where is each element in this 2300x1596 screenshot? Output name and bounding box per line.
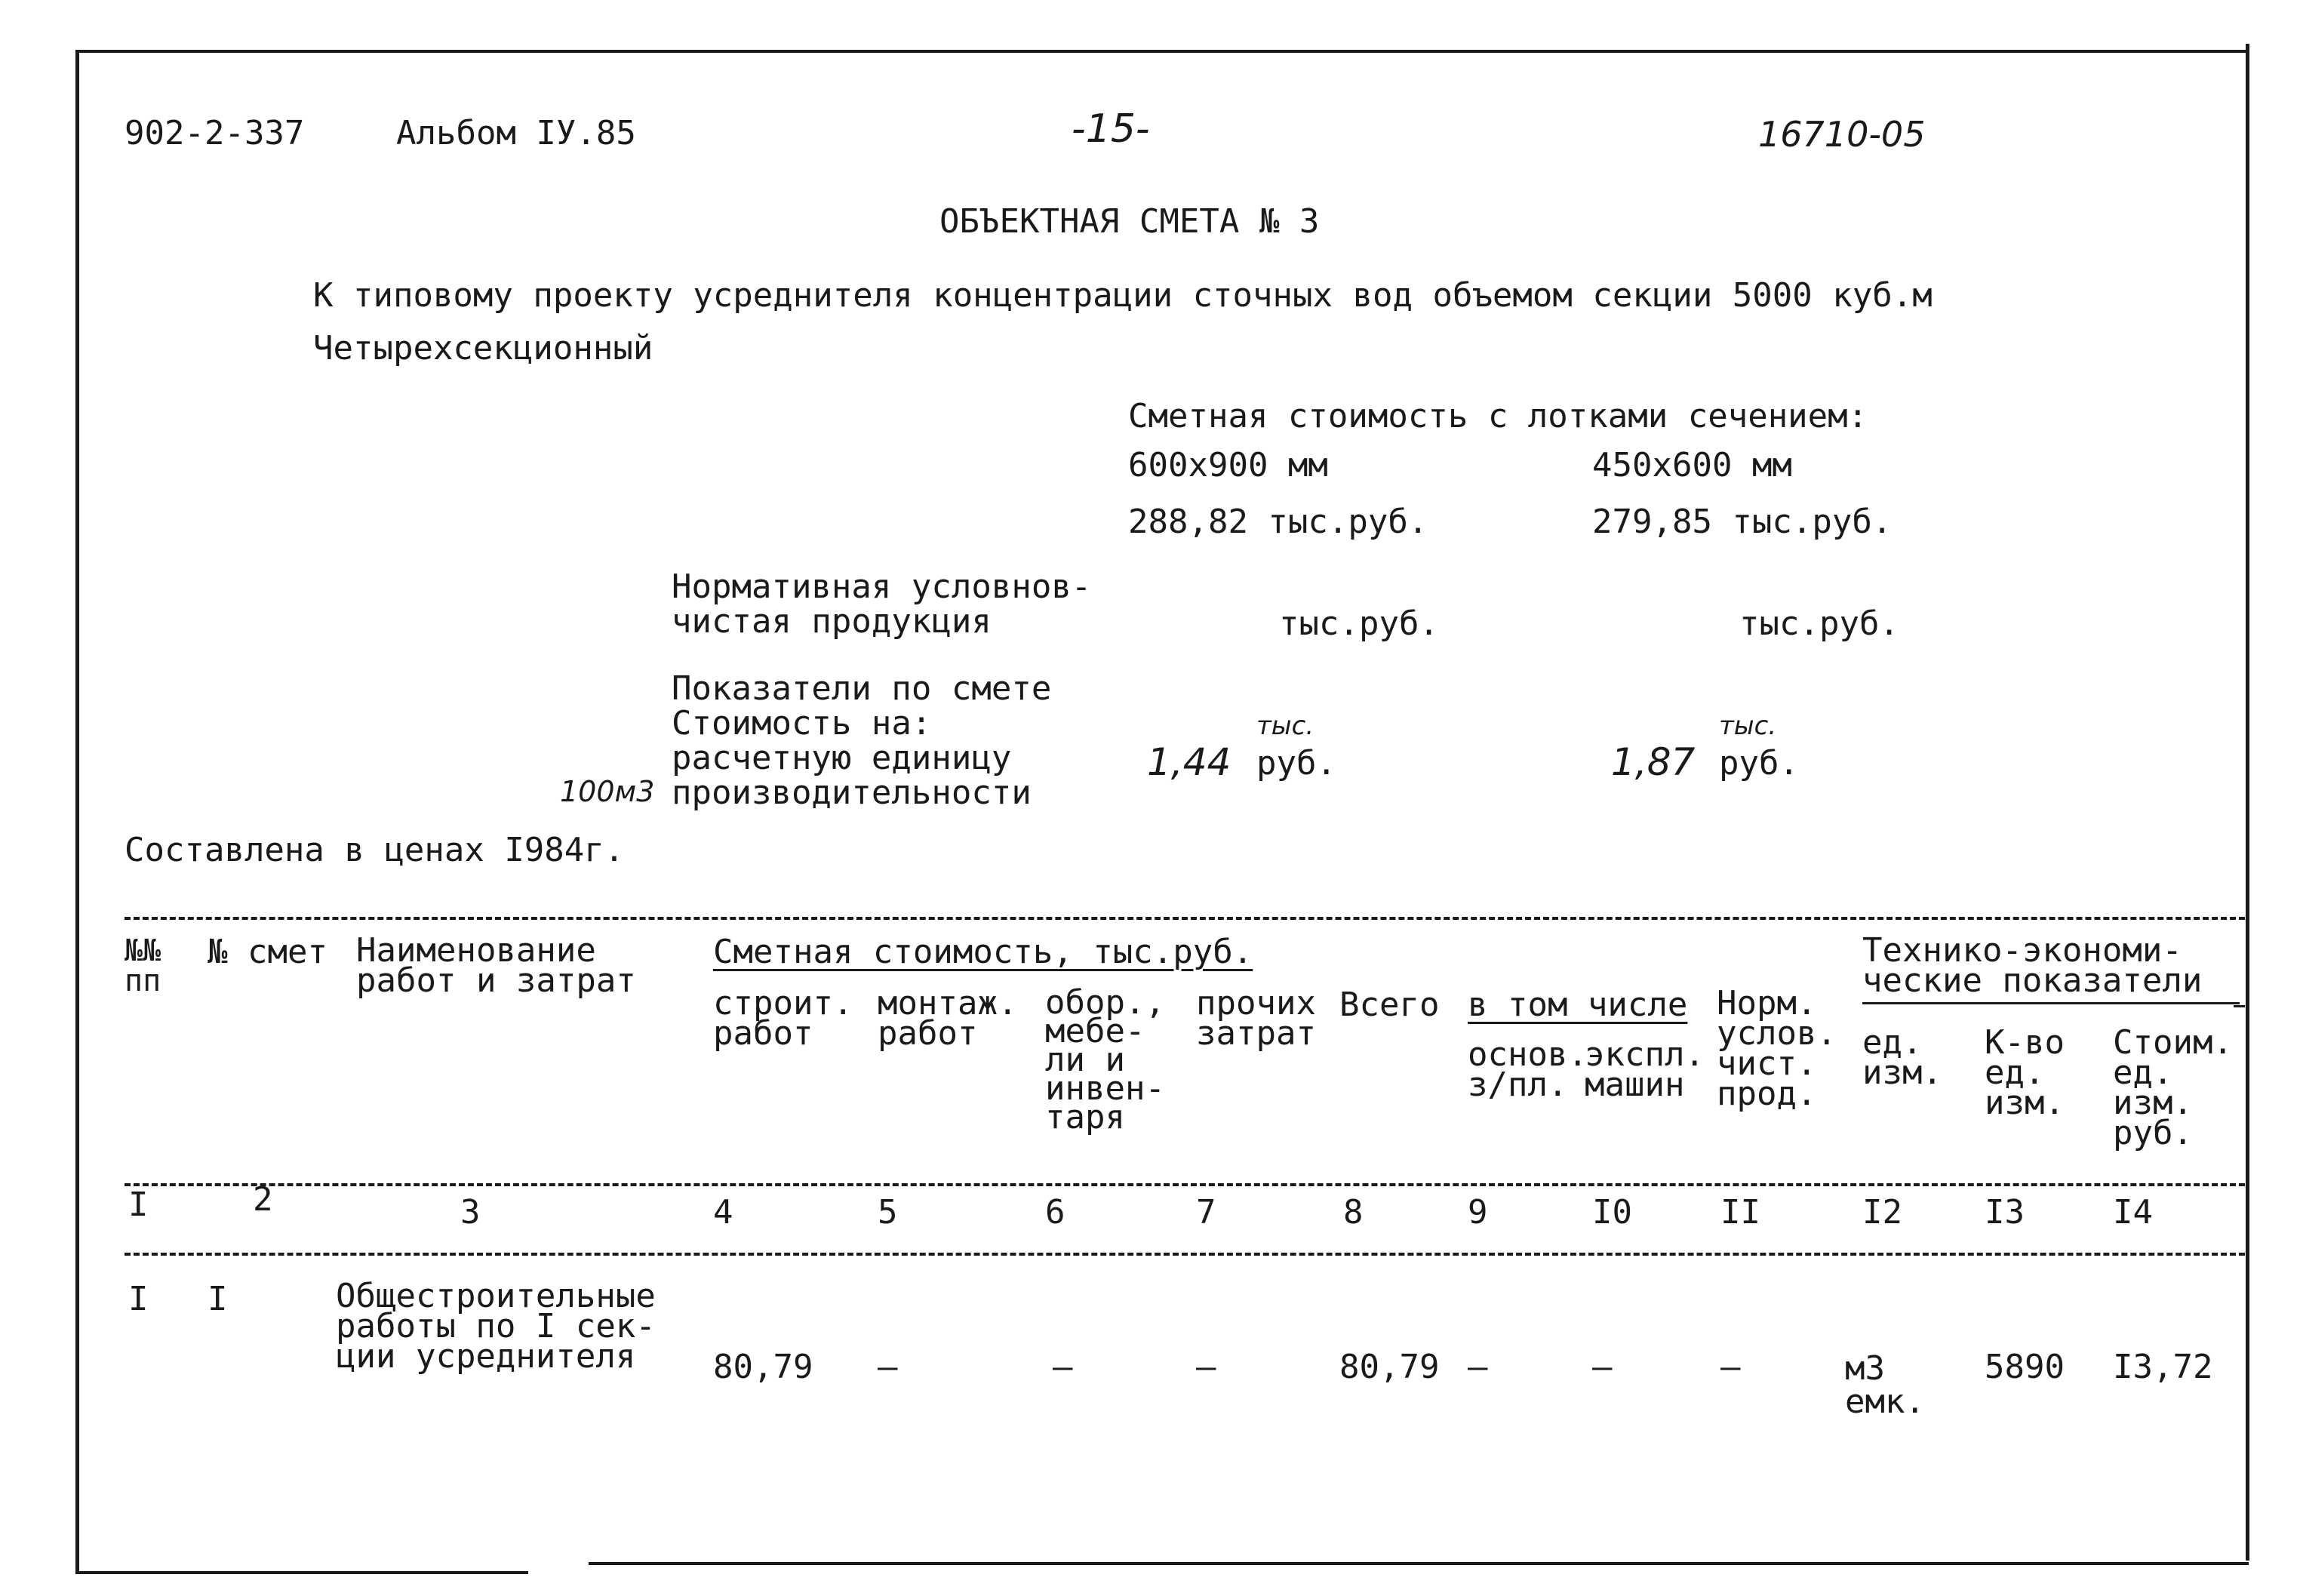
header-col-14: Стоим. ед. изм. руб. (2113, 1023, 2233, 1152)
indicators-unit-note: 100м3 (560, 775, 655, 808)
cost-value-a: 288,82 тыс.руб. (1128, 503, 1428, 541)
row-unit: м3 емк. (1845, 1349, 1925, 1421)
header-col-10: экспл. машин (1585, 1035, 1705, 1104)
col-number: 4 (713, 1193, 733, 1232)
cost-size-b: 450x600 мм (1592, 446, 1792, 484)
header-col-8: Всего (1339, 986, 1440, 1024)
header-col-5: монтаж. работ (878, 984, 1018, 1053)
row-name: Общестроительные работы по I сек- ции усреднителя (336, 1277, 656, 1376)
table-top-rule (125, 917, 2245, 920)
col-number: 2 (253, 1180, 273, 1219)
row-build: 80,79 (713, 1348, 813, 1386)
col-number: I2 (1862, 1193, 1902, 1232)
col-number: 7 (1196, 1193, 1216, 1232)
row-other: – (1196, 1348, 1216, 1386)
header-col-13: К-во ед. изм. (1985, 1023, 2065, 1122)
header-group-incl: в том числе (1468, 986, 1688, 1024)
header-col-4: строит. работ (713, 984, 853, 1053)
frame-bottom-right (589, 1562, 2249, 1565)
col-number: II (1720, 1193, 1760, 1232)
indicator-value-a: 1,44 (1147, 740, 1231, 784)
indicator-hand-unit-b: тыс. (1719, 711, 1777, 741)
table-header-rule (125, 1183, 2245, 1186)
project-code: 902-2-337 (125, 114, 305, 152)
frame-top (75, 50, 2249, 53)
row-norm: – (1720, 1348, 1741, 1386)
norm-unit-b: тыс.руб. (1739, 604, 1899, 643)
row-qty: 5890 (1985, 1348, 2065, 1386)
page-title: ОБЪЕКТНАЯ СМЕТА № 3 (939, 202, 1320, 241)
prices-note: Составлена в ценах I984г. (125, 831, 625, 869)
indicator-unit-b: руб. (1719, 744, 1799, 783)
document-number: 16710-05 (1758, 114, 1926, 155)
indicators-label: Показатели по смете Стоимость на: расчетную единицу производительности (672, 669, 1052, 812)
col-number: I3 (1985, 1193, 2025, 1232)
indicator-unit-a: руб. (1256, 744, 1336, 783)
tech-group-rule-ext (2234, 1005, 2245, 1007)
page-number: -15- (1072, 106, 1150, 152)
header-col-6: обор., мебе- ли и инвен- таря (1045, 983, 1165, 1136)
row-total: 80,79 (1339, 1348, 1440, 1386)
cost-size-a: 600x900 мм (1128, 446, 1328, 484)
norm-unit-a: тыс.руб. (1279, 604, 1439, 643)
subtitle-line2: Четырехсекционный (313, 329, 653, 367)
header-group-tech: Технико-экономи- ческие показатели (1862, 931, 2203, 1000)
col-number: I4 (2113, 1193, 2153, 1232)
header-col-12: ед. изм. (1862, 1023, 1942, 1092)
frame-right (2246, 44, 2249, 1561)
col-number: 3 (460, 1193, 481, 1232)
frame-bottom-left (75, 1571, 528, 1574)
header-col-3: Наименование работ и затрат (356, 931, 636, 1000)
subtitle-line1: К типовому проекту усреднителя концентрации сточных вод объемом секции 5000 куб.м (313, 276, 1933, 315)
row-unit-cost: I3,72 (2113, 1348, 2213, 1386)
row-salary: – (1468, 1348, 1488, 1386)
header-col-11: Норм. услов. чист. прод. (1717, 984, 1837, 1113)
row-mount: – (878, 1348, 898, 1386)
norm-label: Нормативная условнов- чистая продукция (672, 567, 1092, 641)
cost-value-b: 279,85 тыс.руб. (1592, 503, 1893, 541)
row-estimate: I (208, 1280, 228, 1318)
row-equip: – (1053, 1348, 1073, 1386)
tech-group-rule (1862, 1002, 2240, 1004)
row-num: I (128, 1280, 149, 1318)
col-number: 8 (1343, 1193, 1364, 1232)
header-col-7: прочих затрат (1196, 984, 1316, 1053)
cost-label: Сметная стоимость с лотками сечением: (1128, 397, 1868, 435)
album-label: Альбом IУ.85 (396, 114, 636, 152)
col-number: 9 (1468, 1193, 1488, 1232)
indicator-hand-unit-a: тыс. (1256, 711, 1315, 741)
header-group-cost: Сметная стоимость, тыс.руб. (713, 933, 1253, 971)
col-number: I (128, 1185, 149, 1224)
row-machines: – (1592, 1348, 1613, 1386)
col-number: I0 (1592, 1193, 1632, 1232)
frame-left (75, 50, 79, 1574)
indicator-value-b: 1,87 (1611, 740, 1696, 784)
header-col-1: №№ пп (125, 933, 161, 998)
header-col-9: основ. з/пл. (1468, 1035, 1588, 1104)
header-col-2: № смет (208, 933, 327, 971)
col-number: 5 (878, 1193, 898, 1232)
table-numbers-rule (125, 1253, 2245, 1256)
col-number: 6 (1045, 1193, 1065, 1232)
